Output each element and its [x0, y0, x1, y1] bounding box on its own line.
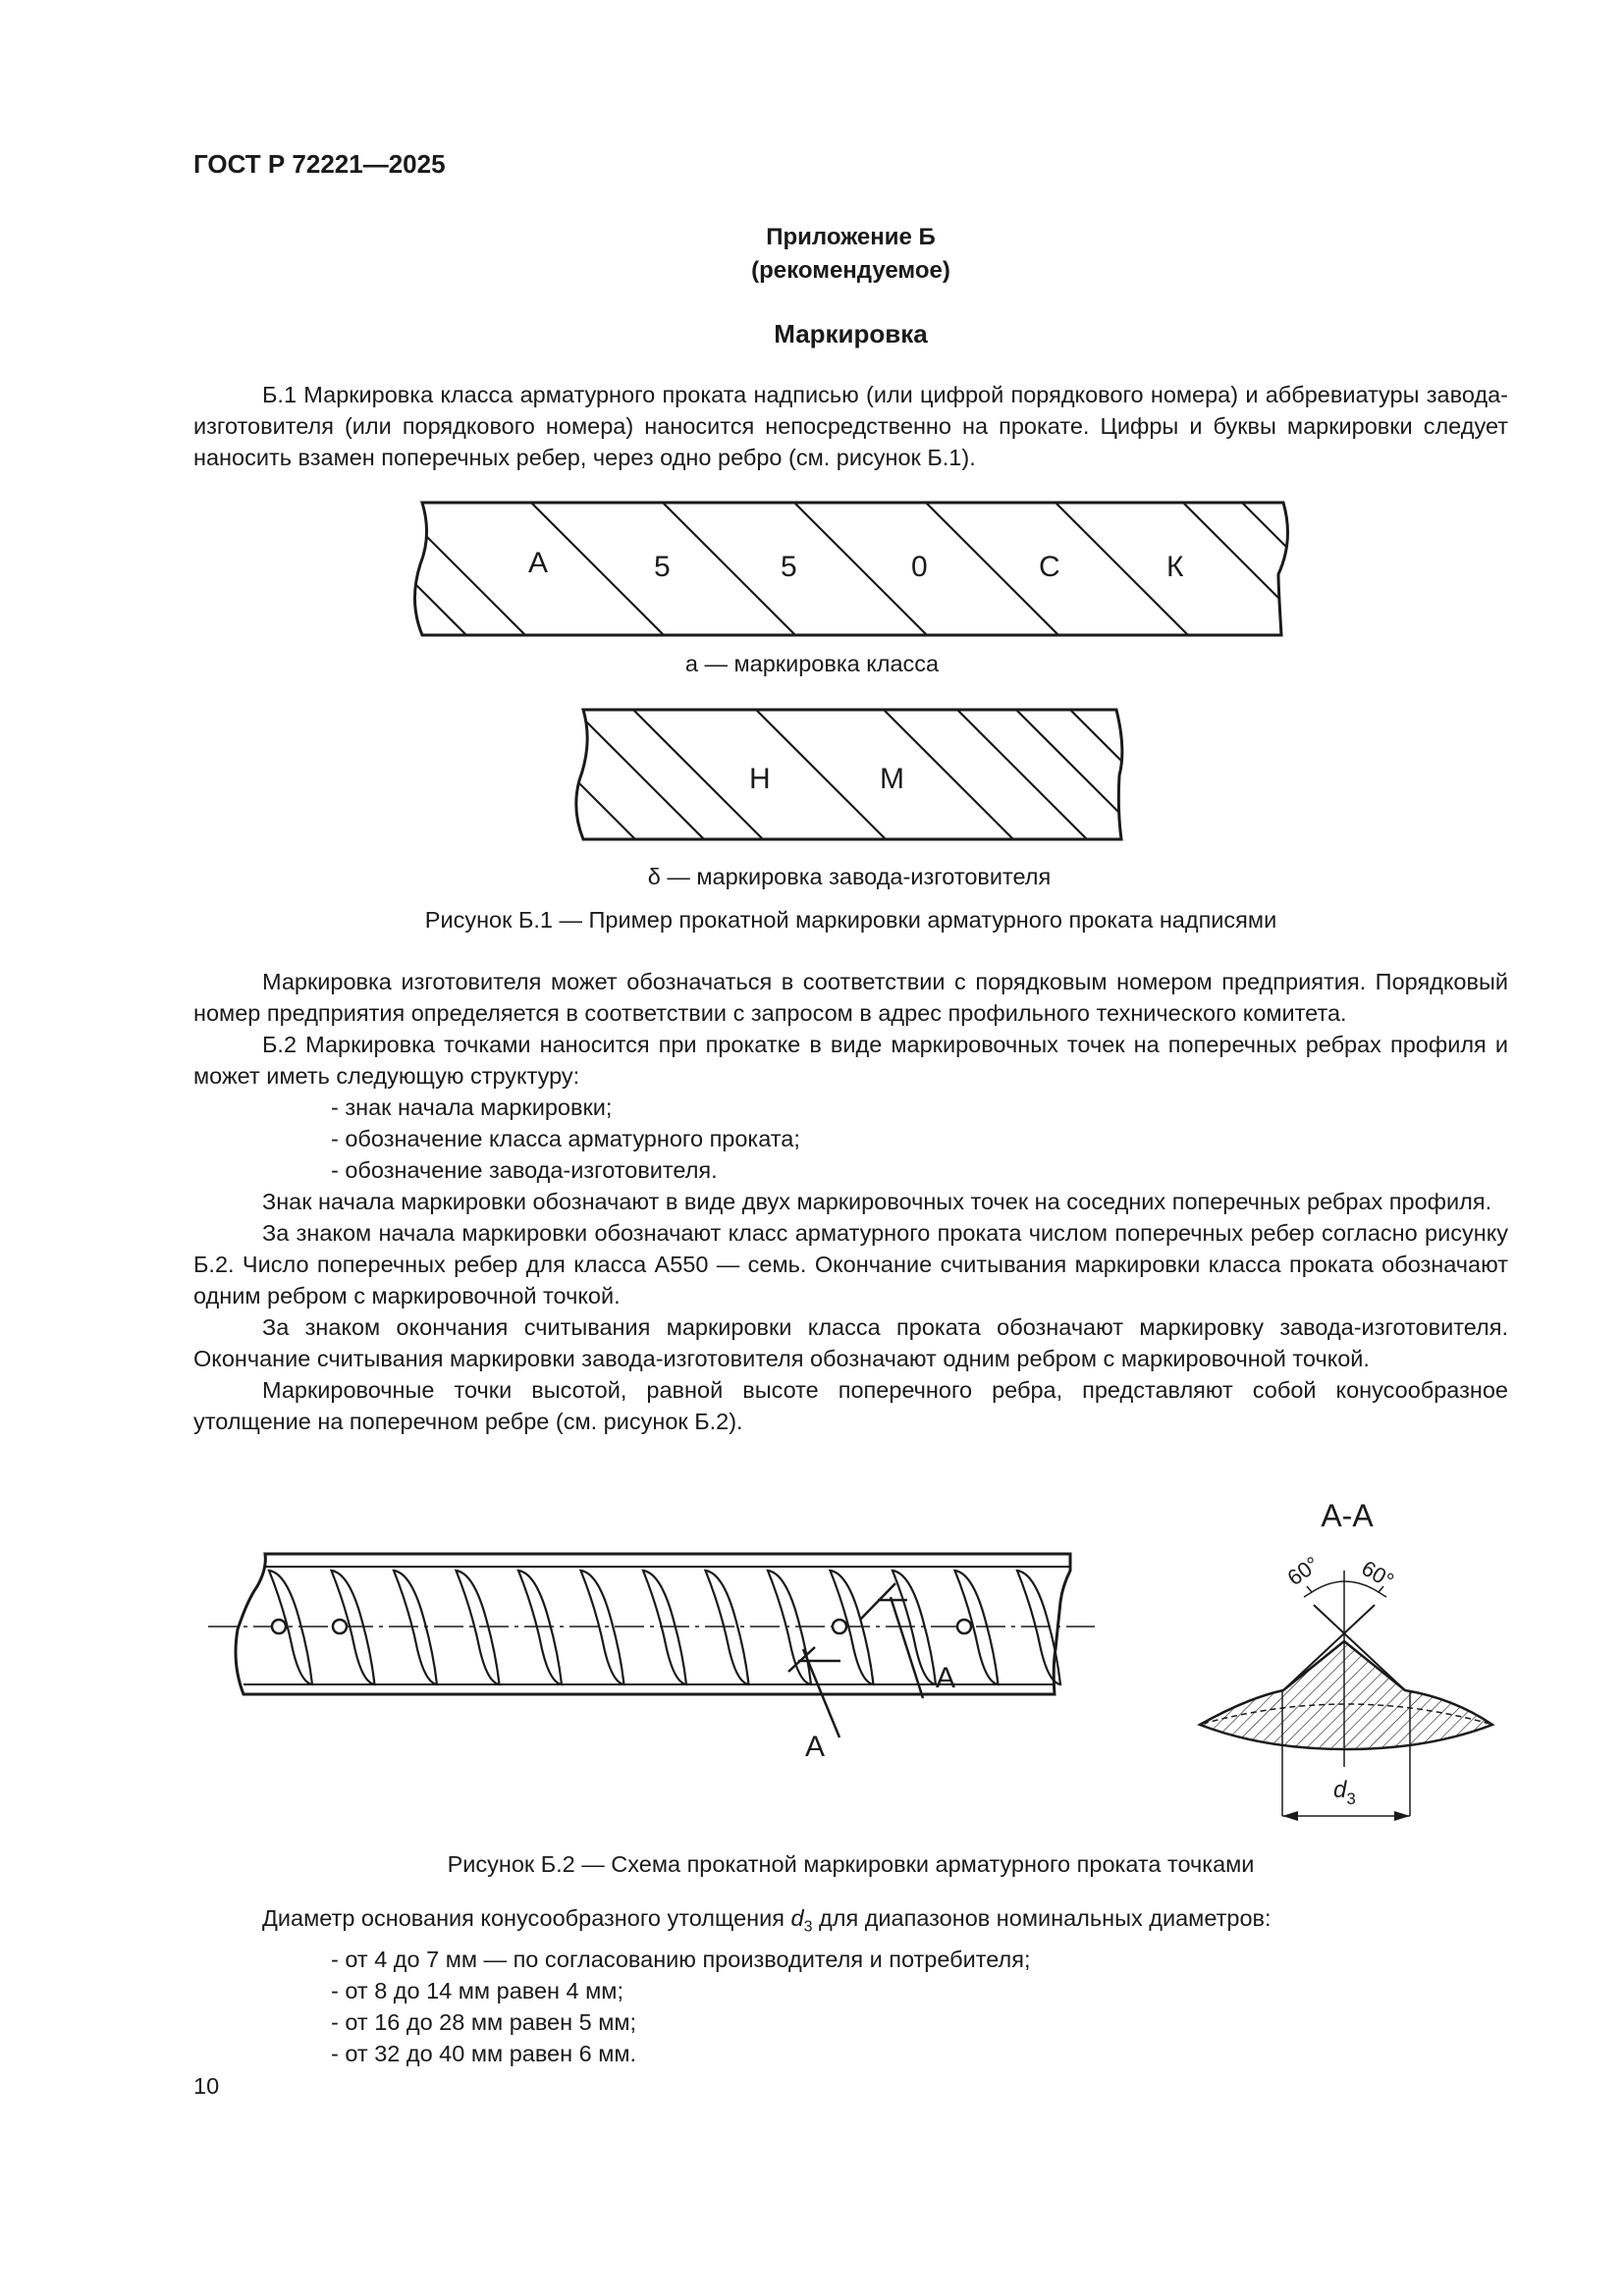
paragraph-class-ribs: За знаком начала маркировки обозначают класс арматурного проката числом поперечных ребер согласно рисунку Б.2. Число поперечных ребер для класса А550 — семь. Окончание считывания маркировки класса проката обозначают одним ребром с маркировочной точкой. [193, 1220, 1508, 1308]
bar-a-label-5: С [1039, 551, 1060, 583]
rebar-side-view [208, 1554, 1095, 1763]
transverse-rib [518, 1571, 562, 1684]
figure-b1-caption-a: а — маркировка класса [684, 651, 940, 676]
paragraph-block-2 [193, 966, 1508, 1437]
cut-label-bottom: А [805, 1731, 826, 1763]
paragraph-cone-diameter: Диаметр основания конусообразного утолщения $d_3$ для диапазонов номинальных диаметров: [262, 1905, 1272, 1936]
bar-b-label-2: М [880, 763, 904, 795]
figure-b1-caption: Рисунок Б.1 — Пример прокатной маркировки арматурного проката надписями [424, 907, 1277, 933]
paragraph-block-3 [193, 1902, 1508, 2069]
paragraph-marking-points: Маркировочные точки высотой, равной высоте поперечного ребра, представляют собой конусообразное утолщение на поперечном ребре (см. рисунок Б.2). [193, 1377, 1508, 1434]
bar-a-label-1: А [528, 547, 549, 579]
dimension-label: $d_3$ [1333, 1777, 1356, 1808]
paragraph-manufacturer-marking: За знаком окончания считывания маркировки класса проката обозначают маркировку завода-изготовителя. Окончание считывания маркировки завода-изготовителя обозначают одним ребром с маркировочной точкой. [193, 1314, 1508, 1371]
transverse-rib [581, 1571, 624, 1684]
bar-a-label-2: 5 [654, 551, 671, 583]
annex-title: Приложение Б [766, 224, 936, 250]
transverse-rib [768, 1571, 811, 1684]
bar-a-label-4: 0 [911, 551, 928, 583]
paragraph-b1: Б.1 Маркировка класса арматурного проката надписью (или цифрой порядкового номера) и аббревиатуры завода-изготовителя (или порядкового номера) наносится непосредственно на прокате. Цифры и буквы маркировки следует наносить взамен поперечных ребер, через одно ребро (см. рисунок Б.1). [193, 382, 1508, 470]
figure-b1 [0, 486, 1624, 908]
section-title: Маркировка [774, 319, 928, 348]
cut-label-right: А [936, 1662, 956, 1694]
list-item: - от 16 до 28 мм равен 5 мм; [331, 2008, 637, 2035]
angle-label-right: 60° [1357, 1555, 1398, 1593]
document-number: ГОСТ Р 72221—2025 [193, 149, 446, 179]
list-item: - от 4 до 7 мм — по согласованию производителя и потребителя; [331, 1946, 1031, 1972]
marking-point [957, 1620, 971, 1633]
annex-type: (рекомендуемое) [751, 257, 950, 284]
bar-b-label-1: Н [749, 763, 771, 795]
transverse-rib [706, 1571, 749, 1684]
figure-b2-caption: Рисунок Б.2 — Схема прокатной маркировки арматурного проката точками [447, 1851, 1255, 1877]
list-item: - от 8 до 14 мм равен 4 мм; [331, 1977, 623, 2003]
paragraph-manufacturer-number: Маркировка изготовителя может обозначаться в соответствии с порядковым номером предприятия. Порядковый номер предприятия определяется в соответствии с запросом в адрес профильного технического комитета. [193, 969, 1508, 1026]
bar-a-label-6: К [1166, 551, 1184, 583]
marking-point [833, 1620, 846, 1633]
paragraph-b2: Б.2 Маркировка точками наносится при прокатке в виде маркировочных точек на поперечных ребрах профиля и может иметь следующую структуру: [193, 1032, 1508, 1089]
angle-label-left: 60° [1282, 1551, 1325, 1591]
figure-b2 [0, 1492, 1624, 1826]
list-item: - обозначение класса арматурного проката; [331, 1126, 800, 1151]
section-label: А-А [1321, 1498, 1374, 1533]
list-item: - от 32 до 40 мм равен 6 мм. [331, 2040, 637, 2066]
list-item: - знак начала маркировки; [331, 1095, 613, 1120]
page-number: 10 [193, 2073, 220, 2099]
marking-point [272, 1620, 286, 1633]
marking-bar-manufacturer [506, 710, 1200, 839]
list-item: - обозначение завода-изготовителя. [331, 1157, 718, 1183]
section-a-a [1200, 1498, 1492, 1821]
paragraph-block-1 [193, 379, 1508, 473]
marking-bar-class [290, 503, 1375, 635]
transverse-rib [643, 1571, 686, 1684]
transverse-rib [394, 1571, 437, 1684]
transverse-rib [457, 1571, 500, 1684]
figure-b1-caption-b: δ — маркировка завода-изготовителя [647, 864, 1052, 889]
marking-point [333, 1620, 347, 1633]
paragraph-start-sign: Знак начала маркировки обозначают в виде двух маркировочных точек на соседних поперечных ребрах профиля. [262, 1189, 1492, 1214]
bar-a-label-3: 5 [781, 551, 797, 583]
